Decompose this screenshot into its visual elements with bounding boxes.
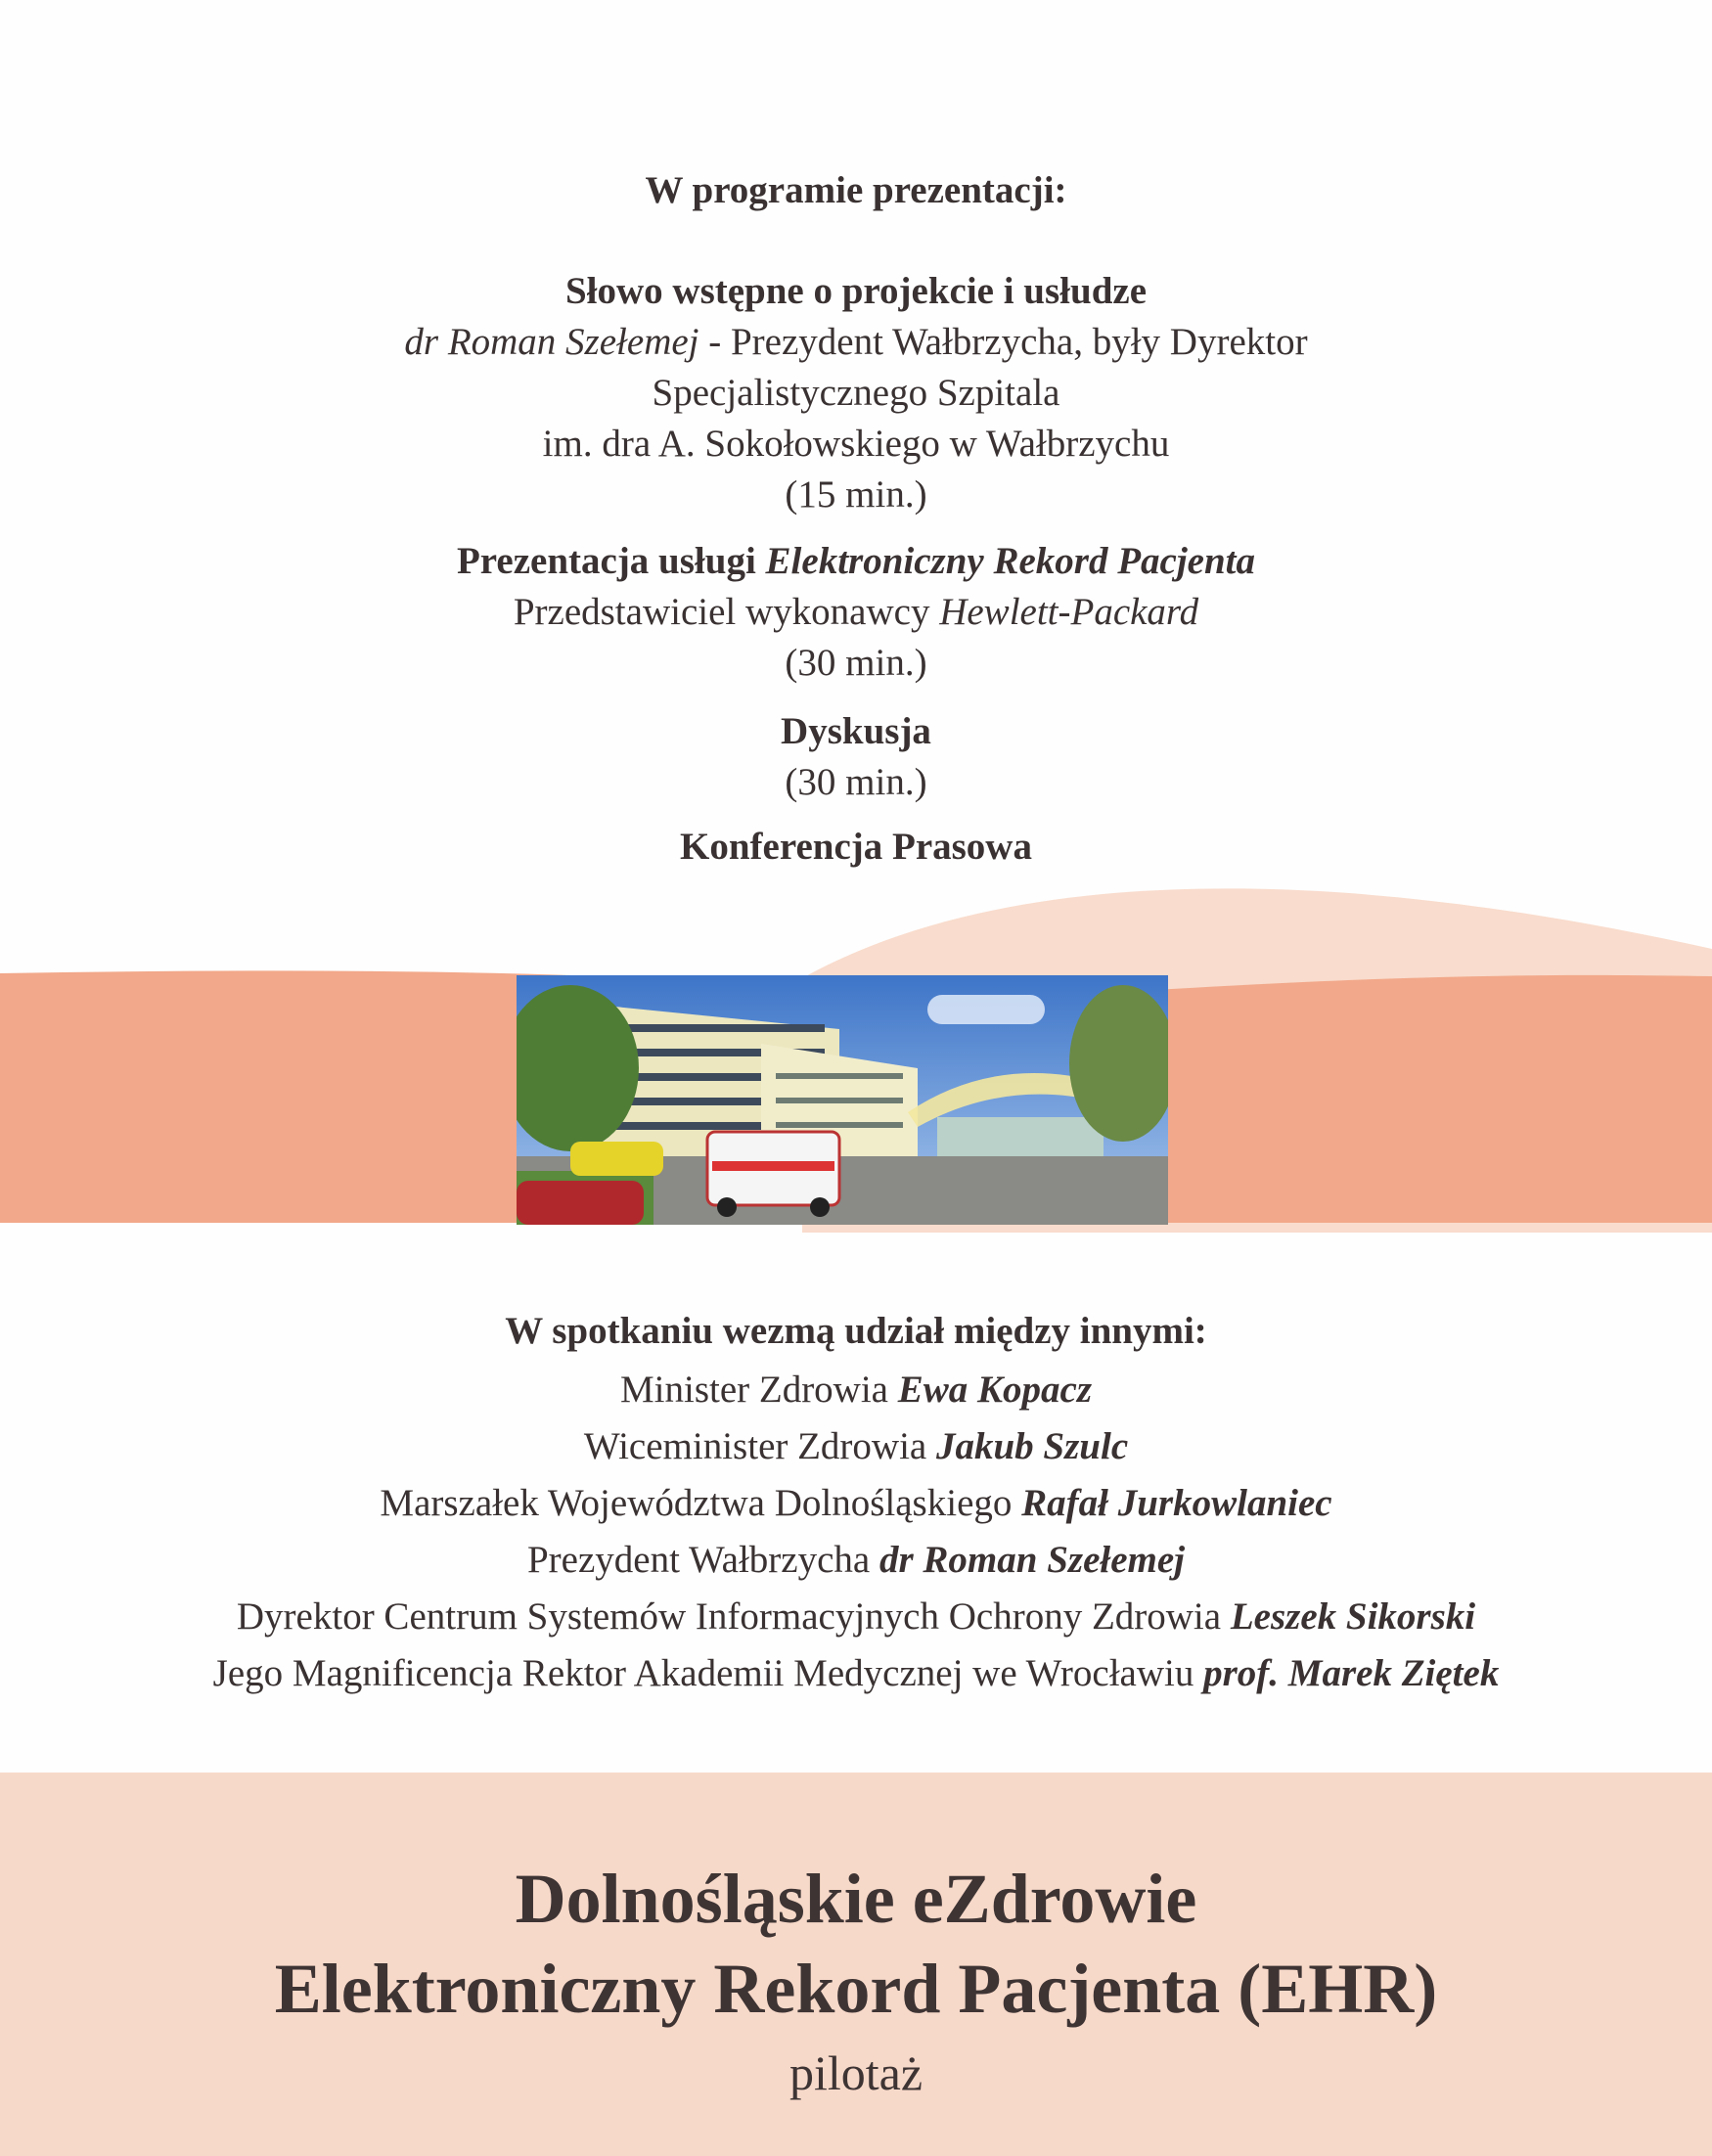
speaker-prefix: Przedstawiciel wykonawcy [513, 591, 940, 633]
agenda-item-duration: (30 min.) [785, 761, 927, 803]
participant-name: prof. Marek Ziętek [1203, 1652, 1500, 1694]
participant-role: Prezydent Wałbrzycha [526, 1539, 879, 1581]
participant-row [0, 1645, 1712, 1702]
agenda-item-duration: (30 min.) [785, 642, 927, 684]
participants-title: W spotkaniu wezmą udział między innymi: [505, 1310, 1207, 1352]
participant-role: Minister Zdrowia [619, 1369, 898, 1411]
participant-name: Jakub Szulc [935, 1425, 1129, 1467]
agenda-item-intro [0, 266, 1712, 520]
cloud [927, 995, 1045, 1024]
title-service-name: Elektroniczny Rekord Pacjenta [765, 540, 1256, 582]
participant-role: Jego Magnificencja Rektor Akademii Medycznej we Wrocławiu [212, 1652, 1204, 1694]
participant-role: Marszałek Województwa Dolnośląskiego [380, 1482, 1022, 1524]
speaker-role: - Prezydent Wałbrzycha, były Dyrektor [698, 321, 1308, 363]
participant-name: Ewa Kopacz [897, 1369, 1093, 1411]
agenda-item-presentation [0, 536, 1712, 689]
participant-name: dr Roman Szełemej [879, 1539, 1186, 1581]
red-car [517, 1181, 644, 1225]
agenda-item-duration: (15 min.) [785, 473, 927, 516]
agenda-item-speaker [0, 317, 1712, 368]
speaker-role-line-2: Specjalistycznego Szpitala [652, 372, 1060, 414]
yellow-car [570, 1142, 663, 1176]
participant-role: Wiceminister Zdrowia [583, 1425, 936, 1467]
agenda-item-speaker [0, 587, 1712, 638]
agenda-item-title: Słowo wstępne o projekcie i usłudze [564, 270, 1148, 312]
program-title: W programie prezentacji: [645, 169, 1067, 211]
footer-subtitle: pilotaż [788, 2045, 924, 2100]
participant-role: Dyrektor Centrum Systemów Informacyjnych Ochrony Zdrowia [236, 1595, 1231, 1638]
agenda-item-title [0, 536, 1712, 587]
title-prefix: Prezentacja usługi [456, 540, 766, 582]
participant-row [0, 1589, 1712, 1645]
footer-title: Dolnośląskie eZdrowie [515, 1860, 1197, 1938]
hospital-building-photo [517, 975, 1168, 1225]
participants-list [0, 1362, 1712, 1702]
participant-row [0, 1475, 1712, 1532]
participant-row [0, 1362, 1712, 1418]
agenda-item-title: Konferencja Prasowa [680, 826, 1032, 868]
speaker-name: dr Roman Szełemej [404, 321, 699, 363]
agenda-item-discussion [0, 706, 1712, 808]
participant-row [0, 1532, 1712, 1589]
participant-row [0, 1418, 1712, 1475]
footer-project-name: Elektroniczny Rekord Pacjenta (EHR) [274, 1950, 1438, 2028]
agenda-item-title: Dyskusja [781, 710, 931, 752]
participant-name: Leszek Sikorski [1230, 1595, 1476, 1638]
speaker-company: Hewlett-Packard [939, 591, 1199, 633]
participant-name: Rafał Jurkowlaniec [1021, 1482, 1332, 1524]
speaker-role-line-3: im. dra A. Sokołowskiego w Wałbrzychu [542, 423, 1170, 465]
